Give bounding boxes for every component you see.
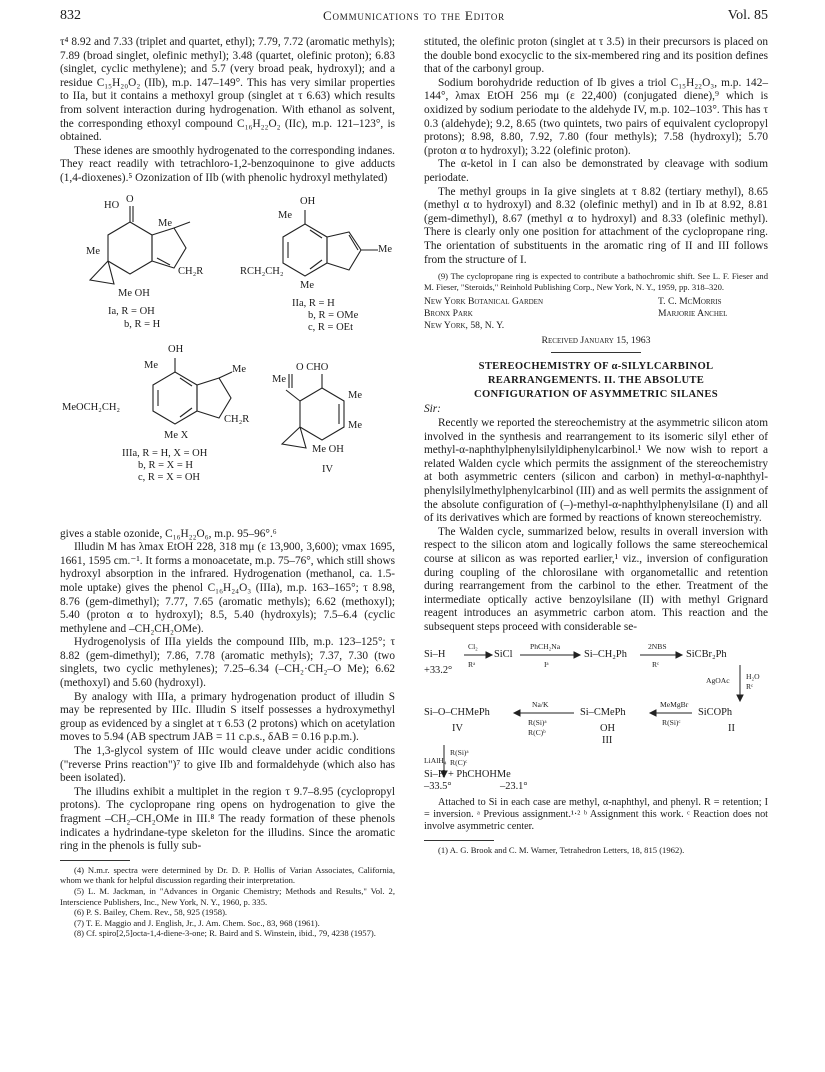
scheme-na-k: Na/K bbox=[532, 699, 549, 709]
iii-caption-2: b, R = X = H bbox=[138, 459, 194, 471]
paragraph: The α-ketol in I can also be demonstrated by cleavage with sodium periodate. bbox=[424, 158, 768, 184]
scheme-label-ii: II bbox=[728, 722, 735, 734]
address-line: New York, 58, N. Y. bbox=[424, 320, 505, 332]
ia-caption-2: b, R = H bbox=[124, 318, 161, 330]
scheme-rotation: +33.2° bbox=[424, 664, 453, 676]
paragraph: Illudin M has λmax EtOH 228, 318 mμ (ε 13,900, 3,600); νmax 1695, 1661, 1595 cm.⁻¹. It forms a monoacetate, m.p. 75–76°, which still shows hydroxyl absorption in the infrared. Hydrogenation (methanol, ca. 1.5-mole uptake) gives the phenol C₁₆H₂₄O₃ (IIIa), m.p. 163–165°; τ 8.98, 8.76 (gem-dimethyl); 7.77, 7.65 (aromatic methyls); 6.62 (methoxyl); 5.40 (proton α to hydroxyl); 8.5, 5.40 (hydroxyls); 7.5–6.4 (cyclic methylene and –CH₂CH₂OMe). bbox=[60, 541, 395, 635]
iia-me-top: Me bbox=[278, 209, 292, 221]
author-name: Marjorie Anchel bbox=[658, 308, 728, 320]
article-separator bbox=[551, 352, 641, 353]
scheme-rotation: –23.1° bbox=[500, 780, 528, 792]
paragraph: Recently we reported the stereochemistry at the asymmetric silicon atom involved in the synthesis and rearrangement to its isomeric silyl ether of methyl-α-naphthylphenylsilyldiphenylcarbinol.¹ We now wish to report a related Walden cycle which permits the assignment of the stereochemistry at both asymmetric centers (silicon and carbon) in methyl-α-naphthyl-phenylsilylmethylphenylcarbinol (III) and as well permits the assignment of the absolute configuration of (–)-methyl-α-naphthylphenylsilane (I) and all of its derivatives which are formed by reactions of known stereochemistry. bbox=[424, 417, 768, 525]
scheme-phch2na: PhCH₂Na bbox=[530, 641, 561, 651]
iia-me-bottom: Me bbox=[300, 279, 314, 291]
iia-me-right: Me bbox=[378, 243, 392, 255]
scheme-rotation: –33.5° bbox=[424, 780, 452, 792]
iii-oh: OH bbox=[168, 343, 184, 355]
ia-me-oh: Me OH bbox=[118, 287, 150, 299]
footnote: (5) L. M. Jackman, in "Advances in Organic Chemistry; Methods and Results," Vol. 2, Interscience Publishers, Inc., New York, N. Y., 1960, p. 335. bbox=[60, 885, 395, 907]
paragraph: gives a stable ozonide, C₁₆H₂₂O₆, m.p. 95–96°.⁶ bbox=[60, 527, 277, 540]
paragraph: The illudins exhibit a multiplet in the region τ 9.7–8.95 (cyclopropyl protons). The cyclopropane ring opens on hydrogenation to give the fragment –CH₂–CH₂OMe in III.⁸ The ready formation of these phenols indicates a hydrindane-type skeleton for the illudins. Since the aromatic ring in the phenols is fully sub- bbox=[60, 785, 395, 853]
received-date: Received January 15, 1963 bbox=[541, 335, 651, 347]
paragraph: Hydrogenolysis of IIIa yields the compound IIIb, m.p. 123–125°; τ 8.82 (gem-dimethyl); 7.86, 7.78 (aromatic methyls); 7.37, 7.30 (two singlets, two cyclic methylenes); 7.25–6.34 (–CH₂·CH₂–O Me); 6.62 (methoxyl) and 5.60 (hydroxyl). bbox=[60, 636, 395, 690]
iii-caption-3: c, R = X = OH bbox=[138, 471, 201, 483]
structure-drawings bbox=[60, 192, 395, 522]
iii-me-right: Me bbox=[232, 363, 246, 375]
structure-figures bbox=[60, 192, 395, 522]
scheme-memgbr: MeMgBr bbox=[660, 699, 689, 709]
footnote: (7) T. E. Maggio and J. English, Jr., J. Am. Chem. Soc., 83, 968 (1961). bbox=[74, 917, 320, 928]
iii-ch2r: CH₂R bbox=[224, 413, 250, 425]
iia-caption-1: IIa, R = H bbox=[292, 297, 335, 309]
scheme-footnote: Attached to Si in each case are methyl, α-naphthyl, and phenyl. R = retention; I = inversion. ᵃ Previous assignment.¹·² ᵇ Assignment this work. ᶜ Reaction does not involve asymmetric center. bbox=[424, 796, 768, 833]
article-title-line: STEREOCHEMISTRY OF α-SILYLCARBINOL bbox=[478, 360, 714, 372]
scheme-r-a: Rᵃ bbox=[468, 659, 476, 669]
scheme-sicbr2ph: SiCBr₂Ph bbox=[686, 648, 727, 660]
iv-me-left: Me bbox=[272, 373, 286, 385]
scheme-si-o-chmeph: Si–O–CHMePh bbox=[424, 706, 490, 718]
scheme-lialh4: LiAlH₄ bbox=[424, 755, 447, 765]
walden-cycle-scheme bbox=[424, 641, 768, 793]
scheme-h2o: H₂O bbox=[746, 671, 760, 681]
scheme-r-si-2: R(Si)ᶜ bbox=[662, 717, 681, 727]
ia-ketone-o: O bbox=[126, 193, 134, 205]
ia-me-right: Me bbox=[158, 217, 172, 229]
paragraph: These idenes are smoothly hydrogenated to the corresponding indanes. They react readily with tetrachloro-1,2-benzoquinone to give adducts (1,4-dioxenes).⁵ Ozonization of IIb (with phenolic hydroxyl methylated) bbox=[60, 144, 395, 184]
scheme-label-iii: III bbox=[602, 734, 613, 746]
iia-caption-2: b, R = OMe bbox=[308, 309, 359, 321]
ia-caption-1: Ia, R = OH bbox=[108, 305, 155, 317]
scheme-si-ch2ph: Si–CH₂Ph bbox=[584, 648, 627, 660]
footnote: (1) A. G. Brook and C. M. Warner, Tetrahedron Letters, 18, 815 (1962). bbox=[438, 844, 685, 855]
paragraph: The 1,3-glycol system of IIIc would cleave under acidic conditions ("reverse Prins reaction")⁷ to give IIb and formaldehyde (which also has been isolated). bbox=[60, 745, 395, 785]
scheme-r-c-h2o: Rᶜ bbox=[746, 681, 754, 691]
right-column bbox=[424, 36, 768, 855]
iii-caption-1: IIIa, R = H, X = OH bbox=[122, 447, 208, 459]
footnote: (4) N.m.r. spectra were determined by Dr. D. P. Hollis of Varian Associates, California, whom we thank for helpful discussion regarding their interpretation. bbox=[60, 864, 395, 886]
footnote: (6) P. S. Bailey, Chem. Rev., 58, 925 (1958). bbox=[74, 907, 228, 918]
page-header bbox=[60, 8, 768, 28]
left-column bbox=[60, 36, 395, 939]
structure-ia bbox=[90, 206, 190, 284]
article-title-line: REARRANGEMENTS. II. THE ABSOLUTE bbox=[487, 375, 705, 387]
iv-o-cho: O CHO bbox=[296, 361, 329, 373]
footnote: (9) The cyclopropane ring is expected to contribute a bathochromic shift. See L. F. Fieser and M. Fieser, "Steroids," Reinhold Publishing Corp., New York, N. Y., 1959, pp. 318–320. bbox=[424, 271, 768, 292]
iv-me-oh: Me OH bbox=[312, 443, 344, 455]
footnote-rule bbox=[424, 840, 494, 841]
author-address-block bbox=[424, 296, 768, 332]
page-number: 832 bbox=[60, 8, 81, 23]
running-title: Communications to the Editor bbox=[323, 8, 505, 23]
scheme-r-si: R(Si)ᵃ bbox=[528, 717, 547, 727]
ia-ho-label: HO bbox=[104, 199, 120, 211]
author-name: T. C. McMorris bbox=[658, 296, 722, 308]
iii-meoch2ch2: MeOCH₂CH₂ bbox=[62, 401, 121, 413]
scheme-oh: OH bbox=[600, 722, 616, 734]
paragraph: The methyl groups in Ia give singlets at τ 8.82 (tertiary methyl), 8.65 (methyl α to hydroxyl) and 8.32 (olefinic methyl) and in Ib at 8.92, 8.81 (gem-dimethyl), 8.67 (methyl α to hydroxyl) and 8.33 (olefinic methyl). There is clearly only one position for attachment of the cyclopropane ring. The orientation of substituents in the aromatic ring of II and III follows from the structure of I. bbox=[424, 185, 768, 266]
footnote: (8) Cf. spiro[2,5]octa-1,4-diene-3-one; R. Baird and S. Winstein, ibid., 79, 4238 (1957). bbox=[74, 928, 376, 939]
paragraph: τ⁴ 8.92 and 7.33 (triplet and quartet, ethyl); 7.79, 7.72 (aromatic methyls); 7.89 (broad singlet, olefinic methyl); 3.48 (quartet, olefinic proton); 6.83 (singlet, cyclic methylene); and 5.7 (very broad peak, hydroxyl); and a residue C₁₅H₂₀O₂ (IIb), m.p. 147–149°. This has very similar properties to IIa, but it contains a methoxyl group (singlet at τ 6.63) which results from solvent interaction during hydrogenation. With ethanol as solvent, the corresponding ethoxyl compound C₁₆H₂₂O₂ (IIc), m.p. 121–123°, is obtained. bbox=[60, 36, 395, 144]
ia-ch2r: CH₂R bbox=[178, 265, 204, 277]
scheme-label-iv: IV bbox=[452, 722, 463, 734]
paragraph: The Walden cycle, summarized below, results in overall inversion with respect to the silicon atom and logically follows the same stereochemical course at silicon as was reported earlier,¹ viz., inversion of configuration during coupling of the chlorosilane with organometallic and retention during rearrangement from the carbinol to the ether. Treatment of the intermediate optically active benzoylsilane (II) with methyl Grignard reagent introduces an asymmetric carbon atom. This reaction and the subsequent steps proceed with considerable se- bbox=[424, 525, 768, 633]
structure-iii bbox=[153, 358, 232, 424]
article-title-line: CONFIGURATION OF ASYMMETRIC SILANES bbox=[474, 389, 718, 401]
ia-me-left: Me bbox=[86, 245, 100, 257]
structure-iv bbox=[282, 374, 344, 448]
volume-label: Vol. 85 bbox=[727, 8, 768, 23]
iia-oh: OH bbox=[300, 195, 316, 207]
paragraph: By analogy with IIIa, a primary hydrogenation product of illudin S may be represented by IIIc. Illudin S itself possesses a hydroxymethyl group as evidenced by a singlet at τ 6.53 (2 protons) which on acetylation moves to 5.94 (AB spectrum JAB = 11 c.p.s., δAB = 0.16 p.p.m.). bbox=[60, 690, 395, 744]
scheme-agoac: AgOAc bbox=[706, 675, 730, 685]
iv-me-right-1: Me bbox=[348, 389, 362, 401]
scheme-r-c-3: R(C)ᶜ bbox=[450, 757, 468, 767]
footnote-rule bbox=[60, 860, 130, 861]
scheme-r-c-b: R(C)ᵇ bbox=[528, 727, 546, 737]
iia-caption-3: c, R = OEt bbox=[308, 321, 353, 333]
scheme-nbs: 2NBS bbox=[648, 641, 667, 651]
scheme-cl2: Cl₂ bbox=[468, 641, 478, 651]
scheme-r-c: Rᶜ bbox=[652, 659, 660, 669]
scheme-si-h-product: Si–H + PhCHOHMe bbox=[424, 768, 511, 780]
scheme-si-cmeph: Si–CMePh bbox=[580, 706, 626, 718]
scheme-sicoph: SiCOPh bbox=[698, 706, 733, 718]
scheme-r-si-3: R(Si)ᵃ bbox=[450, 747, 469, 757]
address-line: Bronx Park bbox=[424, 308, 473, 320]
salutation: Sir: bbox=[424, 403, 441, 416]
scheme-si-h: Si–H bbox=[424, 648, 446, 660]
iii-me-left: Me bbox=[144, 359, 158, 371]
scheme-i-a: Iᵃ bbox=[544, 659, 549, 669]
paragraph: stituted, the olefinic proton (singlet at τ 3.5) in their precursors is placed on the double bond exocyclic to the six-membered ring and its position defines that of the carbonyl group. bbox=[424, 36, 768, 76]
paragraph: Sodium borohydride reduction of Ib gives a triol C₁₅H₂₂O₃, m.p. 142–144°, λmax EtOH 256 mμ (ε 22,400) (conjugated diene),⁹ which is oxidized by sodium periodate to the aldehyde IV, m.p. 102–103°. This has τ 0.3 (aldehyde); 9.2, 8.65 (two quintets, two pairs of equivalent cyclopropyl protons); 8.98, 8.80, 7.92, 7.80 (four methyls); 7.58 (hydroxyl); 5.70 (proton α to hydroxyl); 3.22 (olefinic proton). bbox=[424, 76, 768, 157]
structure-iia bbox=[283, 210, 378, 276]
iii-me-x: Me X bbox=[164, 429, 189, 441]
iv-caption: IV bbox=[322, 463, 334, 475]
iia-rch2ch2: RCH₂CH₂ bbox=[240, 265, 284, 277]
scheme-sicl: SiCl bbox=[494, 648, 513, 660]
iv-me-right-2: Me bbox=[348, 419, 362, 431]
address-line: New York Botanical Garden bbox=[424, 296, 544, 308]
